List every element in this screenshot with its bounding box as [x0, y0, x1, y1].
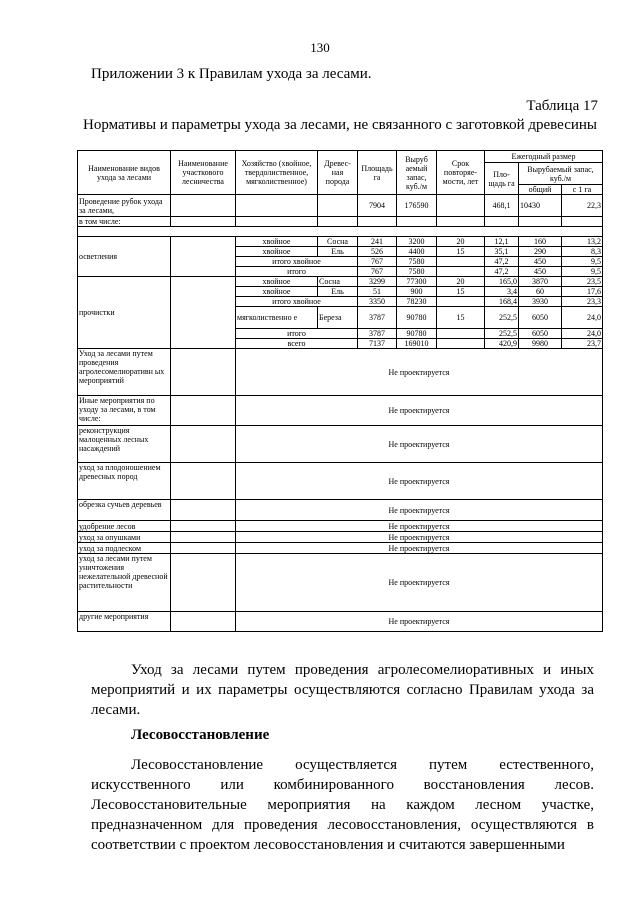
cell: 3870	[519, 277, 562, 287]
header-period: Срок повторяе-мости, лет	[437, 151, 485, 195]
cell: 3787	[358, 307, 397, 329]
not-planned: Не проектируется	[236, 532, 603, 543]
cell: 450	[519, 257, 562, 267]
cell: 7580	[397, 257, 437, 267]
table-row	[78, 612, 603, 632]
cell: 3930	[519, 297, 562, 307]
cell: Сосна	[318, 237, 358, 247]
paragraph-care: Уход за лесами путем проведения агролесомелиоративных и иных мероприятий и их параметры осуществляются согласно Правилам ухода за лесами.	[91, 662, 594, 718]
cell: 47,2	[485, 267, 519, 277]
row-name: уход за опушками	[78, 532, 171, 543]
cell: Ель	[318, 287, 358, 297]
header-kind: Наименование видов ухода за лесами	[78, 151, 171, 195]
section-heading: Лесовосстановление	[131, 727, 270, 743]
page-number: 130	[310, 40, 330, 55]
cell: всего	[236, 339, 358, 349]
cell: 4400	[397, 247, 437, 257]
cell: 3,4	[485, 287, 519, 297]
cell: 252,5	[485, 329, 519, 339]
cell: хвойное	[236, 287, 318, 297]
not-planned: Не проектируется	[236, 543, 603, 554]
row-name: другие мероприятия	[78, 612, 171, 632]
header-annual-area: Пло-щадь га	[485, 163, 519, 195]
header-total: общий	[519, 185, 562, 195]
table-row	[78, 426, 603, 463]
table-row	[78, 500, 603, 521]
cell: 9,5	[562, 267, 603, 277]
cell: 17,6	[562, 287, 603, 297]
cell: 12,1	[485, 237, 519, 247]
row-name: в том числе:	[78, 217, 171, 227]
not-planned: Не проектируется	[236, 521, 603, 532]
cell: 20	[437, 277, 485, 287]
cell: 169010	[397, 339, 437, 349]
table-row	[78, 227, 603, 237]
header-farm: Хозяйство (хвойное, твердолиственное, мягколиственное)	[236, 151, 318, 195]
cell: 78230	[397, 297, 437, 307]
cell: 9,5	[562, 257, 603, 267]
table-row	[78, 237, 603, 247]
cell: 15	[437, 247, 485, 257]
cell: хвойное	[236, 237, 318, 247]
cell: 10430	[519, 195, 562, 217]
row-name: осветления	[78, 237, 171, 277]
cell: 290	[519, 247, 562, 257]
cell: 420,9	[485, 339, 519, 349]
cell: хвойное	[236, 277, 318, 287]
table-row	[78, 396, 603, 426]
cell: Береза	[318, 307, 358, 329]
cell: 3299	[358, 277, 397, 287]
cell: 77300	[397, 277, 437, 287]
cell: 767	[358, 267, 397, 277]
row-name: уход за плодоношением древесных пород	[78, 463, 171, 500]
cell: Ель	[318, 247, 358, 257]
header-species: Древес-ная порода	[318, 151, 358, 195]
row-name: уход за лесами путем уничтожения нежелательной древесной растительности	[78, 554, 171, 612]
cell: 23,3	[562, 297, 603, 307]
cell: 13,2	[562, 237, 603, 247]
cell: 60	[519, 287, 562, 297]
table-row	[78, 277, 603, 287]
table-caption: Нормативы и параметры ухода за лесами, не связанного с заготовкой древесины	[83, 117, 597, 133]
cell: 3350	[358, 297, 397, 307]
not-planned: Не проектируется	[236, 396, 603, 426]
cell: итого	[236, 267, 358, 277]
cell: 24,0	[562, 329, 603, 339]
not-planned: Не проектируется	[236, 426, 603, 463]
row-name: уход за подлеском	[78, 543, 171, 554]
not-planned: Не проектируется	[236, 349, 603, 396]
cell: 3787	[358, 329, 397, 339]
row-name: удобрение лесов	[78, 521, 171, 532]
cell: 8,3	[562, 247, 603, 257]
table-row	[78, 543, 603, 554]
cell: 15	[437, 287, 485, 297]
cell: 22,3	[562, 195, 603, 217]
cell: 450	[519, 267, 562, 277]
cell: 47,2	[485, 257, 519, 267]
cell: хвойное	[236, 247, 318, 257]
not-planned: Не проектируется	[236, 463, 603, 500]
row-name: обрезка сучьев деревьев	[78, 500, 171, 521]
cell: 6050	[519, 329, 562, 339]
table-row	[78, 554, 603, 612]
forest-care-table	[77, 150, 603, 632]
cell: мягколиственно е	[236, 307, 318, 329]
cell: 90780	[397, 329, 437, 339]
row-name: реконструкция малоценных лесных насаждений	[78, 426, 171, 463]
not-planned: Не проектируется	[236, 554, 603, 612]
cell: 51	[358, 287, 397, 297]
cell: 3200	[397, 237, 437, 247]
cell: 7137	[358, 339, 397, 349]
cell: 252,5	[485, 307, 519, 329]
table-row	[78, 349, 603, 396]
table-row	[78, 463, 603, 500]
cell: 15	[437, 307, 485, 329]
header-forestry: Наименование участкового лесничества	[171, 151, 236, 195]
row-name: Проведение рубок ухода за лесами,	[78, 195, 171, 217]
header-area: Площадь га	[358, 151, 397, 195]
cell: 23,7	[562, 339, 603, 349]
cell: 90780	[397, 307, 437, 329]
cell: 7580	[397, 267, 437, 277]
cell: 468,1	[485, 195, 519, 217]
cell: итого	[236, 329, 358, 339]
header-cut: Выруб аемый запас, куб./м	[397, 151, 437, 195]
row-name: прочистки	[78, 277, 171, 349]
cell: 9980	[519, 339, 562, 349]
cell: 160	[519, 237, 562, 247]
table-row	[78, 195, 603, 217]
cell: 20	[437, 237, 485, 247]
cell: 767	[358, 257, 397, 267]
cell: 900	[397, 287, 437, 297]
cell: 6050	[519, 307, 562, 329]
cell: итого хвойное	[236, 257, 358, 267]
not-planned: Не проектируется	[236, 500, 603, 521]
cell: 24,0	[562, 307, 603, 329]
cell: 35,1	[485, 247, 519, 257]
cell: 168,4	[485, 297, 519, 307]
cell: 176590	[397, 195, 437, 217]
row-name: Уход за лесами путем проведения агролесомелиоративн ых мероприятий	[78, 349, 171, 396]
cell: 7904	[358, 195, 397, 217]
paragraph-reforestation: Лесовосстановление осуществляется путем естественного, искусственного или комбинированного восстановления лесов. Лесовосстановительные мероприятия на каждом лесном участке, предназначенном для проведения лесовосстановления, осуществляются в соответствии с проектом лесовосстановления и считаются завершенными	[91, 757, 594, 853]
header-annual: Ежегодный размер	[485, 151, 603, 163]
table-label: Таблица 17	[526, 98, 598, 114]
header-annual-stock: Вырубаемый запас, куб./м	[519, 163, 603, 185]
table-row	[78, 521, 603, 532]
header-per-ha: с 1 га	[562, 185, 603, 195]
cell: Сосна	[318, 277, 358, 287]
table-row	[78, 217, 603, 227]
row-name: Иные мероприятия по уходу за лесами, в том числе:	[78, 396, 171, 426]
cell: 526	[358, 247, 397, 257]
table-row	[78, 532, 603, 543]
cell: 23,5	[562, 277, 603, 287]
cell: 241	[358, 237, 397, 247]
cell: итого хвойное	[236, 297, 358, 307]
annex-reference: Приложении 3 к Правилам ухода за лесами.	[91, 66, 372, 82]
cell: 165,0	[485, 277, 519, 287]
not-planned: Не проектируется	[236, 612, 603, 632]
